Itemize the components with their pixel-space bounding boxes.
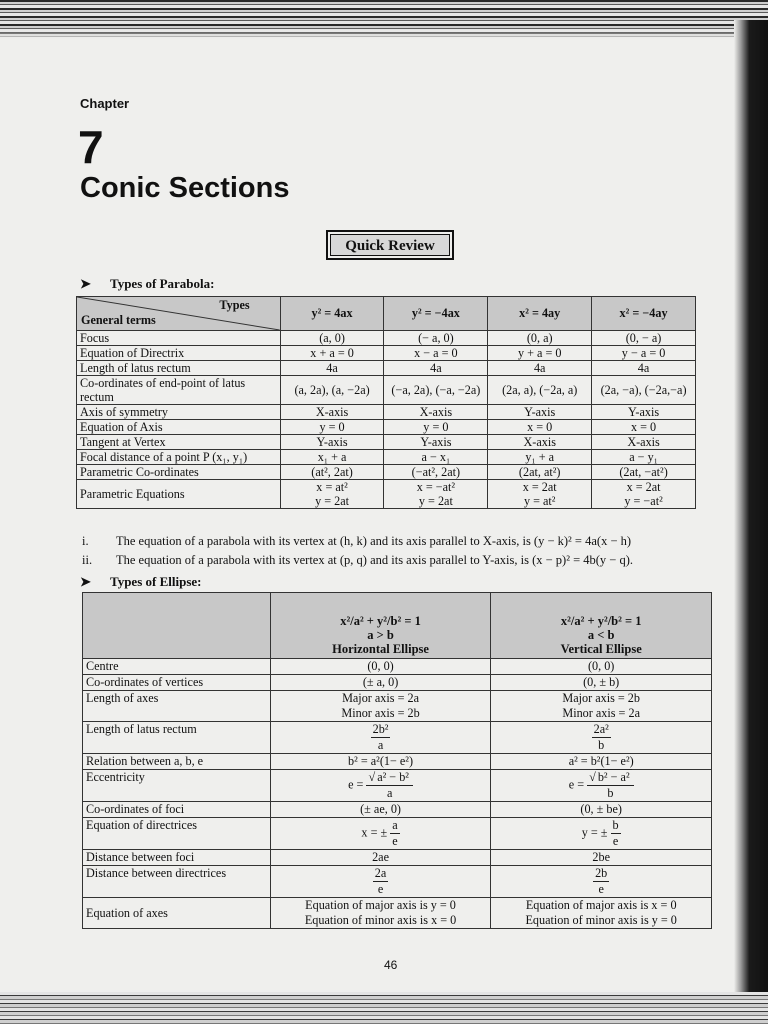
table-row <box>83 722 712 754</box>
cell <box>384 480 488 509</box>
ellipse-equation: x²/a² + y²/b² = 1 <box>560 614 642 628</box>
cell <box>488 480 592 509</box>
numerator: a <box>392 818 398 832</box>
cell: (−at², 2at) <box>384 465 488 480</box>
cell <box>270 866 491 898</box>
scan-top-edge <box>0 0 768 40</box>
cell: Y-axis <box>592 405 696 420</box>
quick-review-label: Quick Review <box>330 234 450 256</box>
cell-line: y = −at² <box>624 494 663 508</box>
denominator: e <box>612 834 619 848</box>
cell: 2be <box>491 850 712 866</box>
cell: Y-axis <box>384 435 488 450</box>
col-header-3: x² = 4ay <box>488 297 592 331</box>
col-header-1: y² = 4ax <box>280 297 384 331</box>
cell <box>592 480 696 509</box>
fraction <box>592 722 611 753</box>
cell: Y-axis <box>280 435 384 450</box>
table-row <box>77 346 696 361</box>
numerator: 2a² <box>593 722 609 736</box>
col-header-4: x² = −4ay <box>592 297 696 331</box>
cell: (−a, 2a), (−a, −2a) <box>384 376 488 405</box>
cell: (0, 0) <box>270 659 491 675</box>
cell: a² = b²(1− e²) <box>491 754 712 770</box>
cell: 4a <box>280 361 384 376</box>
note-2 <box>82 553 702 568</box>
denominator: a <box>387 786 393 800</box>
table-row <box>77 480 696 509</box>
row-term: Tangent at Vertex <box>77 435 281 450</box>
cell-line: Major axis = 2b <box>562 691 640 705</box>
cell: y = 0 <box>280 420 384 435</box>
cell-line: y = at² <box>523 494 556 508</box>
cell <box>491 770 712 802</box>
row-term: Equation of axes <box>83 898 271 929</box>
row-term: Centre <box>83 659 271 675</box>
denominator: a <box>377 738 384 752</box>
cell: (± ae, 0) <box>270 802 491 818</box>
note-number: i. <box>82 534 89 548</box>
row-term: Length of axes <box>83 691 271 722</box>
table-row <box>77 331 696 346</box>
table-row <box>83 754 712 770</box>
row-term: Parametric Co-ordinates <box>77 465 281 480</box>
cell <box>270 691 491 722</box>
cell-line: x = 2at <box>522 480 557 494</box>
chapter-number: 7 <box>78 121 104 173</box>
row-term: Length of latus rectum <box>83 722 271 754</box>
row-term: Axis of symmetry <box>77 405 281 420</box>
cell: (0, ± be) <box>491 802 712 818</box>
table-row <box>83 675 712 691</box>
chapter-label: Chapter <box>80 96 130 111</box>
cell: X-axis <box>488 435 592 450</box>
row-term: Equation of Axis <box>77 420 281 435</box>
table-row <box>77 405 696 420</box>
cell-line: Minor axis = 2b <box>341 706 420 720</box>
header-general-terms: General terms <box>81 313 156 327</box>
denominator: e <box>392 834 398 848</box>
table-row <box>77 420 696 435</box>
scan-bottom-edge <box>0 992 768 1024</box>
col-header-2: y² = −4ax <box>384 297 488 331</box>
row-term: Length of latus rectum <box>77 361 281 376</box>
row-term: Co-ordinates of foci <box>83 802 271 818</box>
table-row <box>83 818 712 850</box>
table-row <box>83 866 712 898</box>
cell: y + a = 0 <box>488 346 592 361</box>
cell-line: Minor axis = 2a <box>562 706 640 720</box>
row-term: Co-ordinates of end-point of latus rectum <box>77 376 281 405</box>
cell: (at², 2at) <box>280 465 384 480</box>
numerator: 2b <box>595 866 608 880</box>
cell <box>270 770 491 802</box>
note-text: The equation of a parabola with its vertex at (h, k) and its axis parallel to X-axis, is (y − k)² = 4a(x − h) <box>116 534 632 548</box>
cell: b² = a²(1− e²) <box>270 754 491 770</box>
denominator: e <box>598 882 604 896</box>
cell: (0, − a) <box>592 331 696 346</box>
eq-prefix: e = <box>348 777 364 792</box>
chapter-title: Conic Sections <box>80 172 290 204</box>
ellipse-condition: a < b <box>587 628 615 642</box>
arrow-icon: ➤ <box>80 276 91 291</box>
scan-book-spine <box>734 20 768 1000</box>
cell: y − a = 0 <box>592 346 696 361</box>
cell <box>270 722 491 754</box>
cell: (2a, −a), (−2a,−a) <box>592 376 696 405</box>
table-row <box>77 465 696 480</box>
ellipse-heading-text: Types of Ellipse: <box>110 574 202 589</box>
cell: 2ae <box>270 850 491 866</box>
ellipse-table <box>82 592 712 929</box>
row-term: Relation between a, b, e <box>83 754 271 770</box>
cell <box>491 722 712 754</box>
denominator: b <box>607 786 614 800</box>
cell: x₁ + a <box>280 450 384 465</box>
vertical-ellipse-header <box>491 593 712 659</box>
horizontal-ellipse-header <box>270 593 491 659</box>
ellipse-heading <box>80 574 202 590</box>
table-row <box>83 898 712 929</box>
table-row <box>77 376 696 405</box>
cell: X-axis <box>592 435 696 450</box>
row-term: Distance between foci <box>83 850 271 866</box>
table-row <box>77 435 696 450</box>
cell: (− a, 0) <box>384 331 488 346</box>
cell: Y-axis <box>488 405 592 420</box>
numerator: 2b² <box>372 722 389 736</box>
cell <box>280 480 384 509</box>
cell: a − x₁ <box>384 450 488 465</box>
ellipse-equation: x²/a² + y²/b² = 1 <box>340 614 421 628</box>
fraction <box>371 722 391 753</box>
ellipse-name: Vertical Ellipse <box>560 642 642 656</box>
cell-line: Equation of minor axis is y = 0 <box>525 913 677 927</box>
row-term: Eccentricity <box>83 770 271 802</box>
note-number: ii. <box>82 553 93 567</box>
cell-line: y = 2at <box>315 494 350 508</box>
eq-prefix: e = <box>568 777 585 792</box>
row-term: Equation of Directrix <box>77 346 281 361</box>
cell: (± a, 0) <box>270 675 491 691</box>
cell: y = 0 <box>384 420 488 435</box>
row-term: Focal distance of a point P (x₁, y₁) <box>77 450 281 465</box>
row-term: Distance between directrices <box>83 866 271 898</box>
cell: 4a <box>384 361 488 376</box>
eq-prefix: x = ± <box>361 825 388 840</box>
numerator: 2a <box>374 866 387 880</box>
cell-line: x = −at² <box>416 480 456 494</box>
cell <box>491 866 712 898</box>
cell <box>270 898 491 929</box>
row-term: Parametric Equations <box>77 480 281 509</box>
fraction <box>587 770 633 801</box>
fraction <box>390 818 399 849</box>
page-number: 46 <box>384 958 398 972</box>
fraction <box>366 770 412 801</box>
cell: (0, ± b) <box>491 675 712 691</box>
table-row <box>83 659 712 675</box>
table-row <box>77 450 696 465</box>
arrow-icon: ➤ <box>80 574 91 589</box>
cell: x = 0 <box>592 420 696 435</box>
cell-line: Equation of major axis is y = 0 <box>305 898 456 912</box>
cell: X-axis <box>384 405 488 420</box>
page <box>0 40 734 992</box>
cell-line: x = at² <box>316 480 348 494</box>
cell-line: y = 2at <box>418 494 453 508</box>
ellipse-condition: a > b <box>367 628 394 642</box>
table-row <box>77 361 696 376</box>
parabola-diagonal-header <box>77 297 281 331</box>
cell: (a, 2a), (a, −2a) <box>280 376 384 405</box>
cell: (2a, a), (−2a, a) <box>488 376 592 405</box>
cell-line: x = 2at <box>626 480 661 494</box>
parabola-table <box>76 296 696 509</box>
table-row <box>83 802 712 818</box>
numerator: √ b² − a² <box>587 770 633 786</box>
cell <box>270 818 491 850</box>
cell: (2at, at²) <box>488 465 592 480</box>
cell: (a, 0) <box>280 331 384 346</box>
cell: (0, a) <box>488 331 592 346</box>
note-text: The equation of a parabola with its vertex at (p, q) and its axis parallel to Y-axis, is (x − p)² = 4b(y − q). <box>116 553 634 567</box>
cell <box>491 691 712 722</box>
cell: a − y₁ <box>592 450 696 465</box>
cell: x − a = 0 <box>384 346 488 361</box>
parabola-heading <box>80 276 214 292</box>
cell-line: Equation of major axis is x = 0 <box>525 898 677 912</box>
eq-prefix: y = ± <box>581 825 608 840</box>
cell: y₁ + a <box>488 450 592 465</box>
table-row <box>83 770 712 802</box>
row-term: Focus <box>77 331 281 346</box>
quick-review-box <box>326 230 454 260</box>
fraction <box>611 818 621 849</box>
cell: x = 0 <box>488 420 592 435</box>
header-types: Types <box>219 298 250 312</box>
denominator: b <box>598 738 605 752</box>
numerator: b <box>612 818 619 832</box>
table-row <box>83 691 712 722</box>
row-term: Equation of directrices <box>83 818 271 850</box>
cell: (2at, −at²) <box>592 465 696 480</box>
table-row <box>83 850 712 866</box>
fraction <box>593 866 609 897</box>
cell: x + a = 0 <box>280 346 384 361</box>
cell-line: Equation of minor axis is x = 0 <box>304 913 457 927</box>
cell <box>491 898 712 929</box>
row-term: Co-ordinates of vertices <box>83 675 271 691</box>
cell: X-axis <box>280 405 384 420</box>
radicand: b² − a² <box>597 770 630 784</box>
denominator: e <box>377 882 384 896</box>
cell: 4a <box>592 361 696 376</box>
parabola-heading-text: Types of Parabola: <box>110 276 215 291</box>
note-1 <box>82 534 702 549</box>
numerator: √ a² − b² <box>366 770 412 786</box>
fraction <box>373 866 389 897</box>
cell: 4a <box>488 361 592 376</box>
ellipse-name: Horizontal Ellipse <box>332 642 429 656</box>
cell-line: Major axis = 2a <box>342 691 419 705</box>
cell: (0, 0) <box>491 659 712 675</box>
cell <box>491 818 712 850</box>
ellipse-header-blank <box>83 593 271 659</box>
radicand: a² − b² <box>377 770 409 784</box>
